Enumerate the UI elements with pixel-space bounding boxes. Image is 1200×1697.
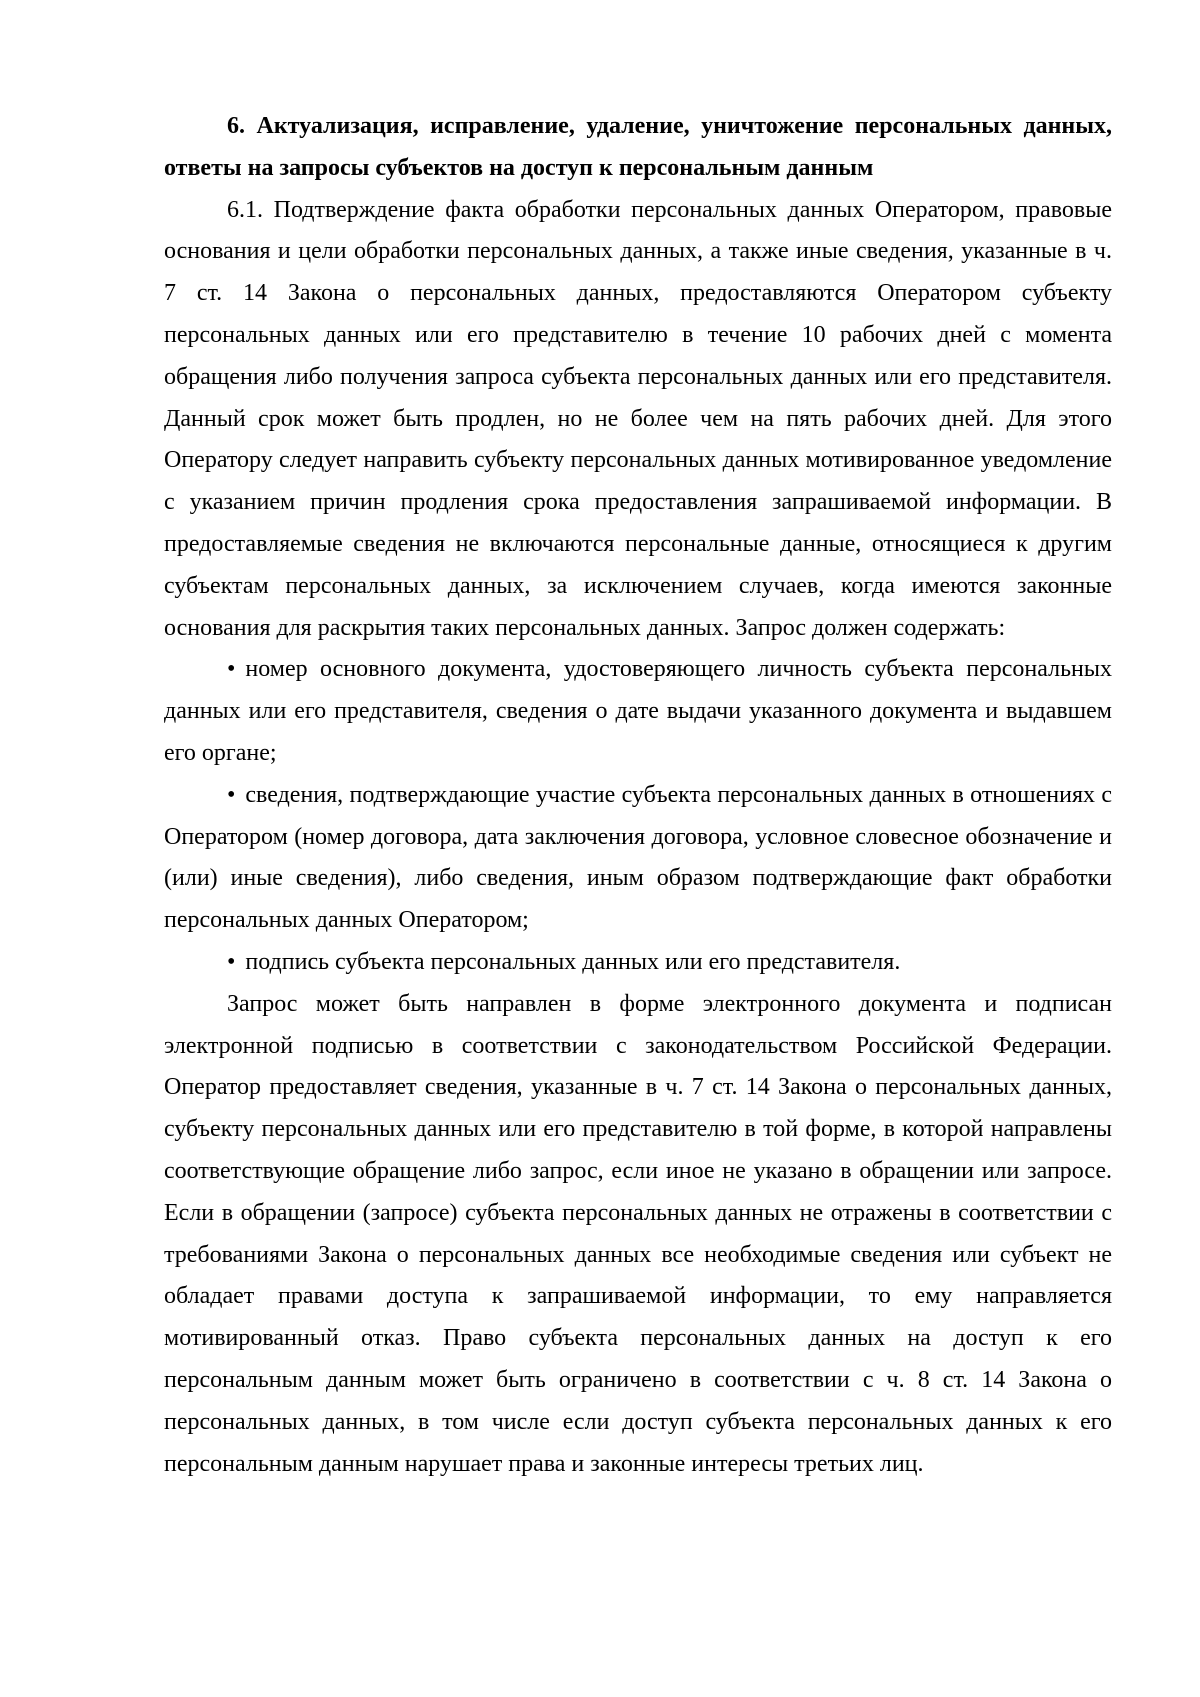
bullet-marker-icon: •: [227, 781, 236, 808]
bullet-text: подпись субъекта персональных данных или его представителя.: [245, 948, 901, 975]
bullet-item-document-number: [164, 649, 1112, 774]
bullet-marker-icon: •: [227, 656, 236, 683]
paragraph-6-1: 6.1. Подтверждение факта обработки персональных данных Оператором, правовые основания и цели обработки персональных данных, а также иные сведения, указанные в ч. 7 ст. 14 Закона о персональных данных, предоставляются Оператором субъекту персональных данных или его представителю в течение 10 рабочих дней с момента обращения либо получения запроса субъекта персональных данных или его представителя. Данный срок может быть продлен, но не более чем на пять рабочих дней. Для этого Оператору следует направить субъекту персональных данных мотивированное уведомление с указанием причин продления срока предоставления запрашиваемой информации. В предоставляемые сведения не включаются персональные данные, относящиеся к другим субъектам персональных данных, за исключением случаев, когда имеются законные основания для раскрытия таких персональных данных. Запрос должен содержать:: [164, 196, 1112, 641]
document-body: [164, 106, 1112, 1485]
bullet-item-relationship-info: [164, 775, 1112, 942]
bullet-text: номер основного документа, удостоверяющего личность субъекта персональных данных или его представителя, сведения о дате выдачи указанного документа и выдавшем его органе;: [164, 656, 1112, 766]
bullet-text: сведения, подтверждающие участие субъекта персональных данных в отношениях с Оператором (номер договора, дата заключения договора, условное словесное обозначение и (или) иные сведения), либо сведения, иным образом подтверждающие факт обработки персональных данных Оператором;: [164, 781, 1112, 934]
bullet-marker-icon: •: [227, 948, 236, 975]
closing-paragraph: Запрос может быть направлен в форме электронного документа и подписан электронной подписью в соответствии с законодательством Российской Федерации. Оператор предоставляет сведения, указанные в ч. 7 ст. 14 Закона о персональных данных, субъекту персональных данных или его представителю в той форме, в которой направлены соответствующие обращение либо запрос, если иное не указано в обращении или запросе. Если в обращении (запросе) субъекта персональных данных не отражены в соответствии с требованиями Закона о персональных данных все необходимые сведения или субъект не обладает правами доступа к запрашиваемой информации, то ему направляется мотивированный отказ. Право субъекта персональных данных на доступ к его персональным данным может быть ограничено в соответствии с ч. 8 ст. 14 Закона о персональных данных, в том числе если доступ субъекта персональных данных к его персональным данным нарушает права и законные интересы третьих лиц.: [164, 990, 1112, 1477]
section-heading: 6. Актуализация, исправление, удаление, уничтожение персональных данных, ответы на запросы субъектов на доступ к персональным данным: [164, 113, 1112, 181]
bullet-item-signature: [164, 942, 1112, 984]
